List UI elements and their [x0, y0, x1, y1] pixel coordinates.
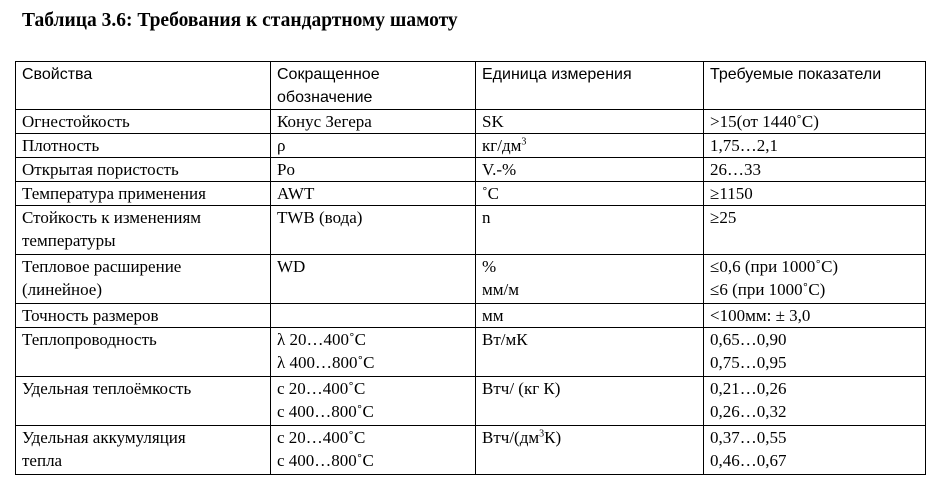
cell-unit: n	[476, 206, 704, 255]
cell-value: 0,65…0,90 0,75…0,95	[704, 328, 926, 377]
table-row	[16, 304, 926, 328]
cell-abbreviation: c 20…400˚C c 400…800˚C	[271, 426, 476, 475]
cell-abbreviation: Po	[271, 158, 476, 182]
cell-abbreviation: ρ	[271, 134, 476, 158]
table-row	[16, 134, 926, 158]
table-row	[16, 158, 926, 182]
cell-unit: V.-%	[476, 158, 704, 182]
cell-abbreviation: λ 20…400˚C λ 400…800˚C	[271, 328, 476, 377]
cell-value: >15(от 1440˚C)	[704, 110, 926, 134]
cell-property: Точность размеров	[16, 304, 271, 328]
cell-abbreviation: TWB (вода)	[271, 206, 476, 255]
table-row	[16, 110, 926, 134]
cell-value: ≤0,6 (при 1000˚C) ≤6 (при 1000˚C)	[704, 255, 926, 304]
cell-unit: Вт/мК	[476, 328, 704, 377]
cell-value: ≥25	[704, 206, 926, 255]
cell-property: Тепловое расширение (линейное)	[16, 255, 271, 304]
header-required-values: Требуемые показатели	[704, 62, 926, 110]
cell-unit: SK	[476, 110, 704, 134]
cell-value: <100мм: ± 3,0	[704, 304, 926, 328]
cell-property: Огнестойкость	[16, 110, 271, 134]
table-row	[16, 377, 926, 426]
cell-value: 1,75…2,1	[704, 134, 926, 158]
cell-abbreviation: AWT	[271, 182, 476, 206]
cell-unit: Втч/ (кг К)	[476, 377, 704, 426]
cell-value: 0,21…0,26 0,26…0,32	[704, 377, 926, 426]
cell-property: Температура применения	[16, 182, 271, 206]
cell-unit: мм	[476, 304, 704, 328]
cell-property: Удельная аккумуляция тепла	[16, 426, 271, 475]
cell-unit: ˚C	[476, 182, 704, 206]
table-row	[16, 426, 926, 475]
header-property: Свойства	[16, 62, 271, 110]
cell-value: ≥1150	[704, 182, 926, 206]
table-row	[16, 182, 926, 206]
cell-value: 0,37…0,55 0,46…0,67	[704, 426, 926, 475]
cell-abbreviation	[271, 304, 476, 328]
cell-unit: Втч/$(дм^3К)$	[476, 426, 704, 475]
header-abbreviation: Сокращенное обозначение	[271, 62, 476, 110]
table-row	[16, 206, 926, 255]
table-title: Таблица 3.6: Требования к стандартному шамоту	[22, 10, 458, 31]
table-header-row	[16, 62, 926, 110]
header-unit: Единица измерения	[476, 62, 704, 110]
cell-unit: $кг/дм^3$	[476, 134, 704, 158]
table-row	[16, 328, 926, 377]
cell-value: 26…33	[704, 158, 926, 182]
cell-property: Удельная теплоёмкость	[16, 377, 271, 426]
cell-abbreviation: WD	[271, 255, 476, 304]
cell-property: Открытая пористость	[16, 158, 271, 182]
table-row	[16, 255, 926, 304]
cell-property: Теплопроводность	[16, 328, 271, 377]
cell-abbreviation: Конус Зегера	[271, 110, 476, 134]
cell-unit: % мм/м	[476, 255, 704, 304]
cell-abbreviation: c 20…400˚C c 400…800˚C	[271, 377, 476, 426]
cell-property: Плотность	[16, 134, 271, 158]
cell-property: Стойкость к изменениям температуры	[16, 206, 271, 255]
requirements-table	[15, 61, 926, 475]
